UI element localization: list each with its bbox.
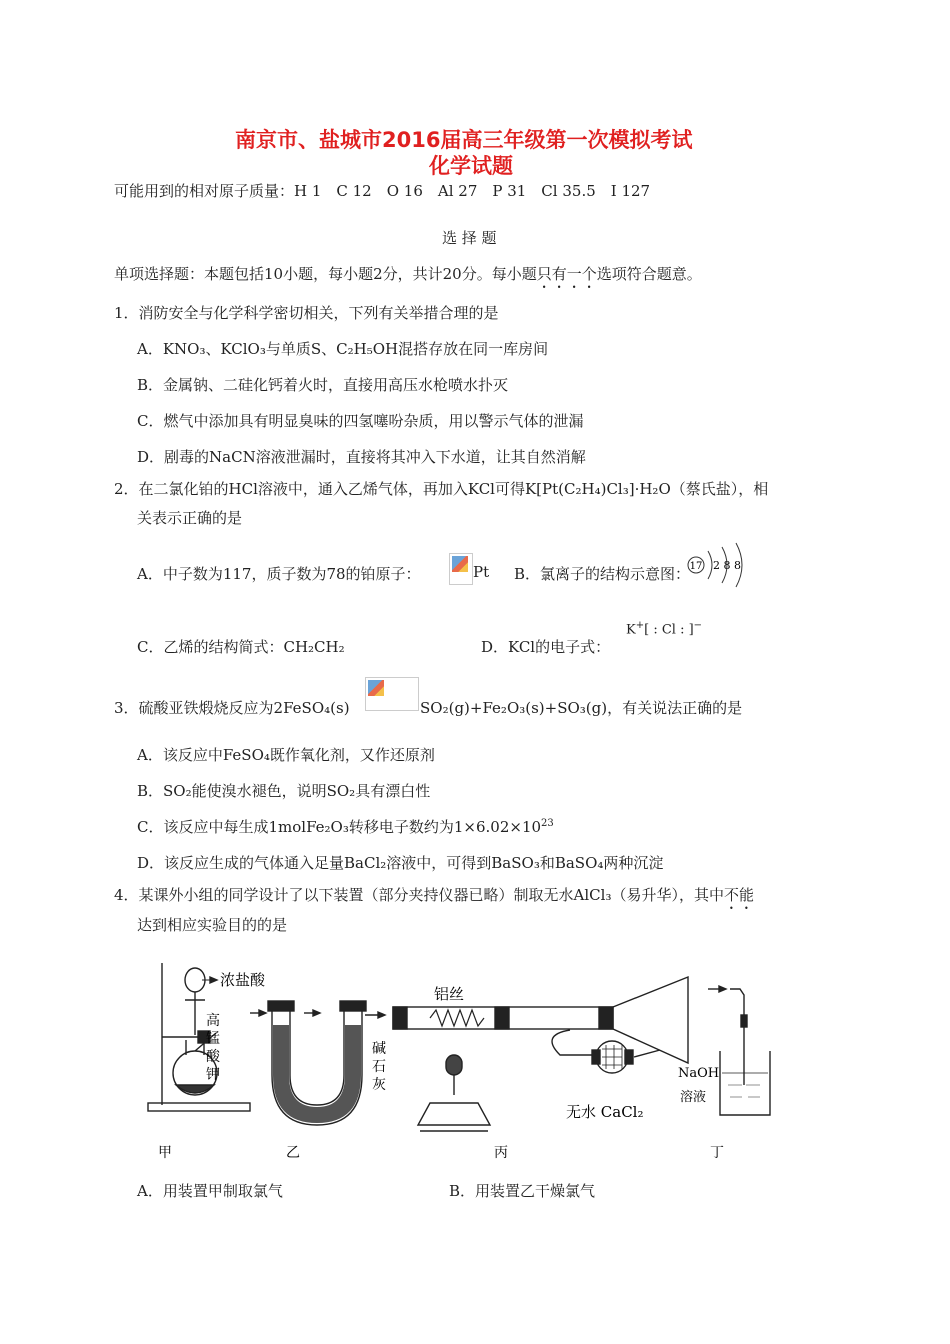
label-soda-lime (372, 1041, 386, 1093)
kcl-electron-formula (626, 620, 702, 637)
electron-shells: 2 8 8 (713, 559, 741, 572)
chloride-ion-structure-diagram (684, 541, 764, 591)
svg-text:高: 高 (206, 1013, 220, 1029)
label-ding: 丁 (710, 1145, 724, 1161)
label-anhydrous-cacl2: 无水 CaCl₂ (566, 1103, 644, 1121)
q4-stem-line1: 4．某课外小组的同学设计了以下装置（部分夹持仪器已略）制取无水AlCl₃（易升华），其中不能 (114, 886, 754, 904)
nuclide-notation-image (449, 553, 473, 585)
label-kmno4 (206, 1012, 221, 1083)
section-heading: 选 择 题 (442, 229, 497, 247)
svg-text:锰: 锰 (206, 1031, 220, 1047)
q2-option-d: D．KCl的电子式： (481, 638, 611, 656)
pt-symbol: Pt (473, 563, 490, 581)
q3-stem-start: 3．硫酸亚铁煅烧反应为2FeSO₄(s) (114, 699, 350, 717)
k-cation: K (626, 622, 636, 638)
q2-option-c: C．乙烯的结构简式：CH₂CH₂ (137, 638, 345, 656)
q3-option-d: D．该反应生成的气体通入足量BaCl₂溶液中，可得到BaSO₃和BaSO₄两种沉淀 (137, 854, 664, 872)
svg-text:钾: 钾 (206, 1067, 220, 1083)
atomic-masses: 可能用到的相对原子质量：H 1 C 12 O 16 Al 27 P 31 Cl 35.5 I 127 (114, 182, 651, 200)
q2-option-a: A．中子数为117，质子数为78的铂原子： (137, 565, 421, 583)
q1-option-c: C．燃气中添加具有明显臭味的四氢噻吩杂质，用以警示气体的泄漏 (137, 412, 584, 430)
q2-stem-line1: 2．在二氯化铂的HCl溶液中，通入乙烯气体，再加入KCl可得K[Pt(C₂H₄)Cl₃]·H₂O（蔡氏盐），相 (114, 480, 769, 498)
label-conc-hcl: 浓盐酸 (220, 971, 266, 989)
label-jia: 甲 (158, 1145, 172, 1161)
q2-option-b: B．氯离子的结构示意图： (514, 565, 691, 583)
page-title: 南京市、盐城市2016届高三年级第一次模拟考试 (235, 128, 693, 152)
q2-stem-line2: 关表示正确的是 (137, 509, 243, 527)
q4-option-b: B．用装置乙干燥氯气 (449, 1182, 596, 1200)
q3-option-a: A．该反应中FeSO₄既作氧化剂，又作还原剂 (137, 746, 435, 764)
q1-option-a: A．KNO₃、KClO₃与单质S、C₂H₅OH混搭存放在同一库房间 (137, 340, 549, 358)
q3-option-c: C．该反应中每生成1molFe₂O₃转移电子数约为$1\times 6.02\times 10^{23}$ (137, 818, 554, 836)
q1-stem: 1．消防安全与化学科学密切相关，下列有关举措合理的是 (114, 304, 499, 322)
svg-text:石: 石 (372, 1059, 386, 1075)
svg-text:碱: 碱 (372, 1041, 386, 1057)
section-intro: 单项选择题：本题包括10小题，每小题2分，共计20分。每小题只有一个选项符合题意。 (114, 265, 702, 283)
label-yi: 乙 (286, 1145, 300, 1161)
q3-stem-end: SO₂(g)+Fe₂O₃(s)+SO₃(g)，有关说法正确的是 (420, 699, 743, 717)
label-solution: 溶液 (680, 1090, 707, 1105)
cl-anion: [ : Cl : ] (644, 622, 694, 638)
label-naoh: NaOH (678, 1066, 720, 1081)
apparatus-figure (140, 955, 780, 1165)
k-charge: + (635, 620, 645, 631)
label-al-wire: 铝丝 (434, 985, 465, 1003)
q3-option-b: B．SO₂能使溴水褪色，说明SO₂具有漂白性 (137, 782, 431, 800)
label-bing: 丙 (494, 1145, 508, 1161)
svg-text:酸: 酸 (206, 1049, 220, 1065)
svg-text:灰: 灰 (372, 1077, 386, 1093)
nucleus-charge: 17 (689, 561, 703, 572)
q1-option-d: D．剧毒的NaCN溶液泄漏时，直接将其冲入下水道，让其自然消解 (137, 448, 586, 466)
q4-stem-line2: 达到相应实验目的的是 (137, 916, 288, 934)
cl-charge: − (693, 620, 703, 631)
q4-option-a: A．用装置甲制取氯气 (137, 1182, 283, 1200)
page-subtitle: 化学试题 (429, 154, 513, 178)
q1-option-b: B．金属钠、二硅化钙着火时，直接用高压水枪喷水扑灭 (137, 376, 509, 394)
reaction-condition-arrow-image (365, 677, 419, 711)
